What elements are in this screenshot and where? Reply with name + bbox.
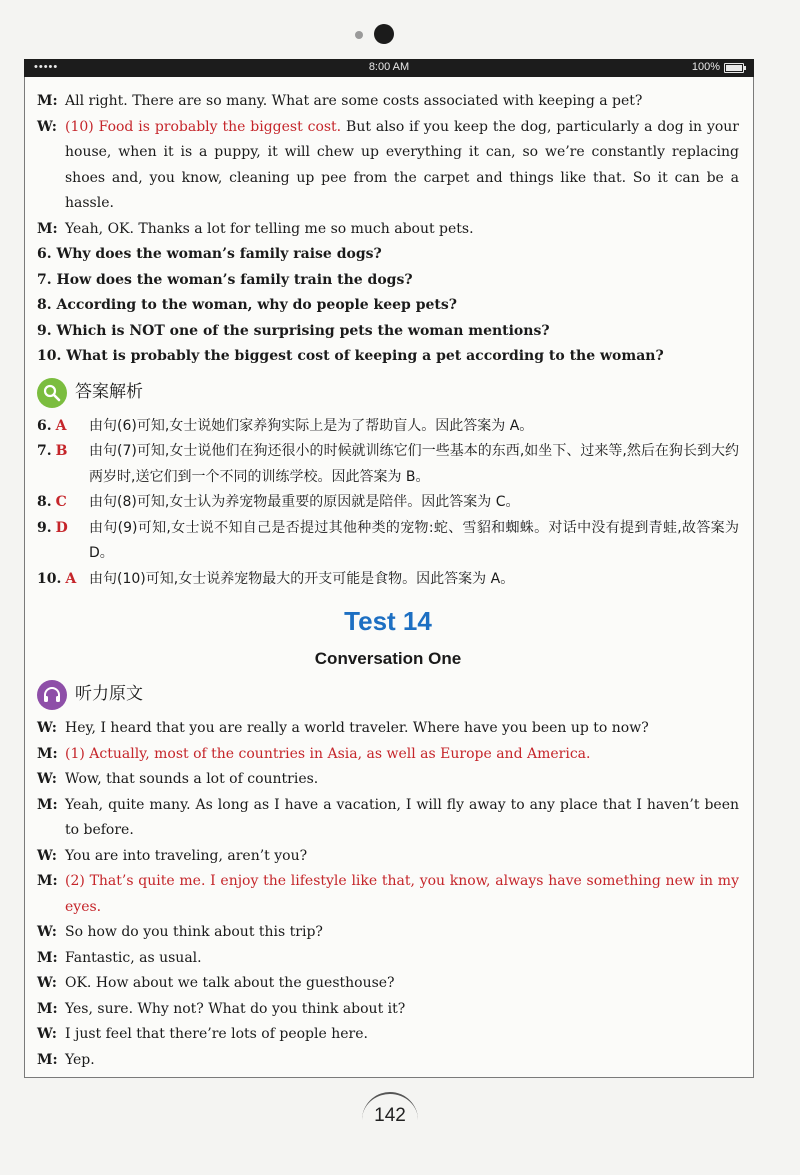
dialog-text: So how do you think about this trip? [65, 924, 323, 940]
camera-lens [374, 24, 394, 44]
dialog-text: Yeah, quite many. As long as I have a vacation, I will fly away to any place that I haven’t been to before. [65, 796, 739, 838]
answer-item [37, 516, 739, 567]
analysis-heading: 答案解析 [75, 381, 143, 402]
status-bar [24, 59, 754, 77]
answer-explanation: 由句(6)可知,女士说她们家养狗实际上是为了帮助盲人。因此答案为 A。 [89, 417, 534, 434]
answer-item [37, 414, 739, 440]
dialog-text: Yeah, OK. Thanks a lot for telling me so much about pets. [65, 220, 474, 237]
answer-explanation: 由句(8)可知,女士认为养宠物最重要的原因就是陪伴。因此答案为 C。 [89, 494, 520, 510]
question-number: 8. [37, 297, 52, 313]
highlighted-answer-text: (2) That’s quite me. I enjoy the lifestyle like that, you know, always have something new in my eyes. [65, 873, 739, 915]
dialog-line [37, 997, 739, 1023]
question-text: Which is NOT one of the surprising pets the woman mentions? [56, 322, 550, 339]
speaker-label: M: [37, 1051, 58, 1068]
highlighted-answer-text: (10) Food is probably the biggest cost. [65, 118, 342, 135]
question-text: What is probably the biggest cost of keeping a pet according to the woman? [66, 348, 664, 364]
answer-item [37, 490, 739, 516]
dialog-text: Hey, I heard that you are really a world traveler. Where have you been up to now? [65, 720, 649, 736]
dialog-line [37, 767, 739, 793]
document-page [24, 77, 754, 1078]
battery-icon [724, 63, 744, 73]
question-number: 9. [37, 322, 52, 339]
speaker-label: M: [37, 220, 58, 237]
speaker-label: W: [37, 771, 57, 787]
answer-item [37, 567, 739, 593]
dialog-line [37, 793, 739, 844]
speaker-label: M: [37, 93, 58, 109]
question-item [37, 268, 739, 294]
highlighted-answer-text: (1) Actually, most of the countries in Asia, as well as Europe and America. [65, 745, 591, 762]
headphones-icon [37, 680, 67, 710]
question-number: 10. [37, 348, 62, 364]
speaker-label: W: [37, 924, 57, 940]
magnifier-icon [37, 378, 67, 408]
dialog-line [37, 946, 739, 972]
dialog-line [37, 742, 739, 768]
answer-number: 8. C [37, 494, 67, 510]
speaker-label: W: [37, 118, 57, 135]
question-text: How does the woman’s family train the dogs? [56, 271, 413, 288]
dialog-line [37, 89, 739, 115]
answer-letter: C [55, 494, 67, 510]
question-item [37, 242, 739, 268]
question-text: According to the woman, why do people keep pets? [56, 297, 457, 313]
answer-explanation: 由句(10)可知,女士说养宠物最大的开支可能是食物。因此答案为 A。 [89, 570, 515, 587]
speaker-label: M: [37, 949, 58, 966]
dialog-text: All right. There are so many. What are some costs associated with keeping a pet? [65, 93, 643, 109]
question-text: Why does the woman’s family raise dogs? [56, 246, 382, 262]
answer-item [37, 439, 739, 490]
status-time: 8:00 AM [368, 61, 410, 73]
dialog-text: Wow, that sounds a lot of countries. [65, 771, 319, 787]
dialog-text: I just feel that there’re lots of people here. [65, 1026, 368, 1042]
answer-letter: B [55, 443, 68, 459]
speaker-label: M: [37, 873, 58, 889]
camera-indicator [355, 31, 363, 39]
answer-explanation: 由句(7)可知,女士说他们在狗还很小的时候就训练它们一些基本的东西,如坐下、过来等,然后在狗长到大约两岁时,送它们到一个不同的训练学校。因此答案为 B。 [89, 443, 739, 485]
page-content[interactable] [37, 89, 739, 1073]
answer-number: 10. A [37, 570, 77, 587]
conversation-title: Conversation One [314, 649, 462, 668]
dialog-text: But also if you keep the dog, particularly a dog in your house, when it is a puppy, it will chew up everything it can, so we’re constantly replacing shoes and, you know, cleaning up pee from the carpet and things like that. So it can be a hassle. [65, 118, 739, 211]
speaker-label: W: [37, 720, 57, 736]
signal-indicator: ••••• [34, 61, 59, 73]
speaker-label: M: [37, 796, 58, 813]
question-number: 7. [37, 271, 52, 288]
dialog-line [37, 716, 739, 742]
answer-explanation: 由句(9)可知,女士说不知自己是否提过其他种类的宠物:蛇、雪貂和蜘蛛。对话中没有提到青蛙,故答案为 D。 [89, 519, 739, 561]
transcript-section-header [37, 680, 739, 710]
answer-letter: D [55, 519, 68, 536]
dialog-text: Fantastic, as usual. [65, 949, 202, 966]
dialog-line [37, 920, 739, 946]
answer-number: 7. B [37, 443, 68, 459]
question-number: 6. [37, 246, 52, 262]
test-title: Test 14 [344, 606, 432, 636]
answer-number: 6. A [37, 417, 67, 434]
question-item [37, 319, 739, 345]
answer-letter: A [55, 417, 67, 434]
page-number: 142 [362, 1092, 418, 1136]
question-item [37, 293, 739, 319]
speaker-label: W: [37, 1026, 57, 1042]
transcript-heading: 听力原文 [75, 684, 143, 705]
speaker-label: M: [37, 745, 58, 762]
speaker-label: M: [37, 1000, 58, 1017]
dialog-line [37, 869, 739, 920]
question-item [37, 344, 739, 370]
speaker-label: W: [37, 847, 57, 864]
dialog-line [37, 971, 739, 997]
battery-percentage: 100% [691, 61, 720, 73]
dialog-line [37, 115, 739, 217]
dialog-text: Yep. [65, 1051, 95, 1068]
dialog-line [37, 1022, 739, 1048]
answer-number: 9. D [37, 519, 68, 536]
dialog-text: OK. How about we talk about the guesthouse? [65, 975, 395, 991]
dialog-text: You are into traveling, aren’t you? [65, 847, 308, 864]
analysis-section-header [37, 378, 739, 408]
speaker-label: W: [37, 975, 57, 991]
dialog-text: Yes, sure. Why not? What do you think about it? [65, 1000, 406, 1017]
answer-letter: A [65, 570, 77, 587]
dialog-line [37, 1048, 739, 1074]
dialog-line [37, 217, 739, 243]
dialog-line [37, 844, 739, 870]
